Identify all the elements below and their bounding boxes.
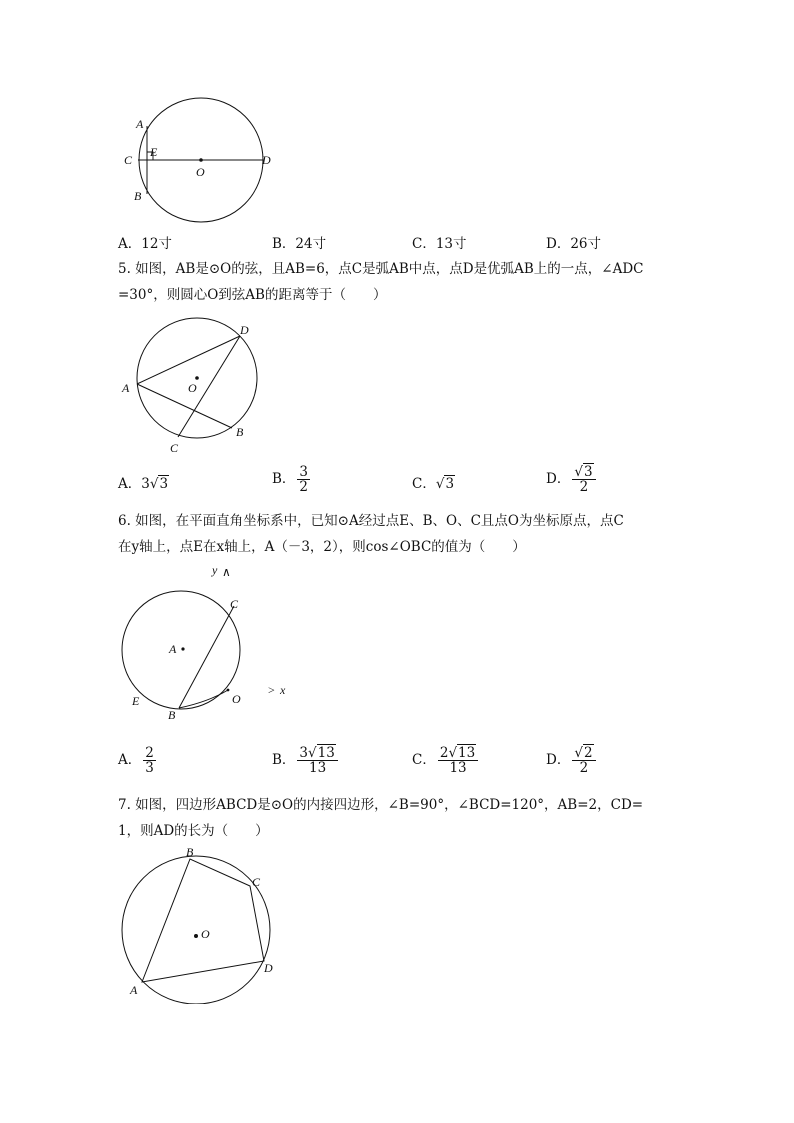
q5-figure [116,316,276,460]
q4-option-d: D．26寸 [546,236,602,252]
q5-option-d: D． $\frac{√3}{2}$ [546,465,596,494]
q6-label-x: x [280,683,286,697]
q7-figure [116,844,286,1004]
q4-figure [118,92,288,224]
q4-label-c: C [124,153,133,167]
q5-label-d: D [240,323,249,337]
q6-stem [118,508,678,560]
q6-line-2: 在y轴上，点E在x轴上，A（－3，2），则cos∠OBC的值为（ ） [118,539,526,555]
q4-option-b: B．24寸 [272,236,327,252]
q6-line-1: 6. 如图，在平面直角坐标系中，已知⊙A经过点E、B、O、C且点O为坐标原点，点C [118,513,624,529]
q6-label-a: A [169,642,177,656]
q5-label-c: C [170,441,179,455]
q5-line-1: 5. 如图，AB是⊙O的弦，且AB=6，点C是弧AB中点，点D是优弧AB上的一点，∠ADC [118,261,644,277]
q6-option-b: B． $\frac{3√13}{13}$ [272,746,338,775]
q7-line-1: 7. 如图，四边形ABCD是⊙O的内接四边形，∠B=90°，∠BCD=120°，AB=2，CD= [118,797,644,813]
q6-label-e: E [132,694,140,708]
q4-label-e: E [150,145,158,159]
q7-line-2: 1，则AD的长为（ ） [118,823,269,839]
q6-label-b: B [168,708,176,722]
q7-stem [118,792,678,844]
q4-label-b: B [134,189,142,203]
q6-option-d: D． $\frac{√2}{2}$ [546,746,596,775]
q6-figure [118,560,298,725]
q6-axis-y-arrow: ∧ [222,565,231,579]
q7-label-o: O [201,927,210,941]
q6-option-a: A． $\frac{2}{3}$ [118,745,154,776]
q4-option-c: C．13寸 [412,236,467,252]
q7-label-d: D [264,961,273,975]
q6-label-o: O [232,692,241,706]
q5-option-a: A．3√3 [118,476,169,492]
q5-line-2: =30°，则圆心O到弦AB的距离等于（ ） [118,287,387,303]
q4-label-a: A [136,117,144,131]
q7-label-b: B [186,845,194,859]
q5-label-o: O [188,381,197,395]
q5-option-c: C．√3 [412,476,455,492]
q7-label-c: C [252,875,261,889]
q5-label-a: A [122,381,130,395]
q7-label-a: A [130,983,138,997]
q4-label-o: O [196,165,205,179]
q4-label-d: D [262,153,271,167]
q5-stem [118,256,678,308]
q5-label-b: B [236,425,244,439]
q5-option-b: B． $\frac{3}{2}$ [272,464,309,495]
q6-label-c: C [230,597,239,611]
q6-option-c: C． $\frac{2√13}{13}$ [412,746,478,775]
q4-option-a: A．12寸 [118,236,172,252]
q6-label-y: y [212,563,218,577]
q6-axis-x-arrow: > [268,683,275,697]
